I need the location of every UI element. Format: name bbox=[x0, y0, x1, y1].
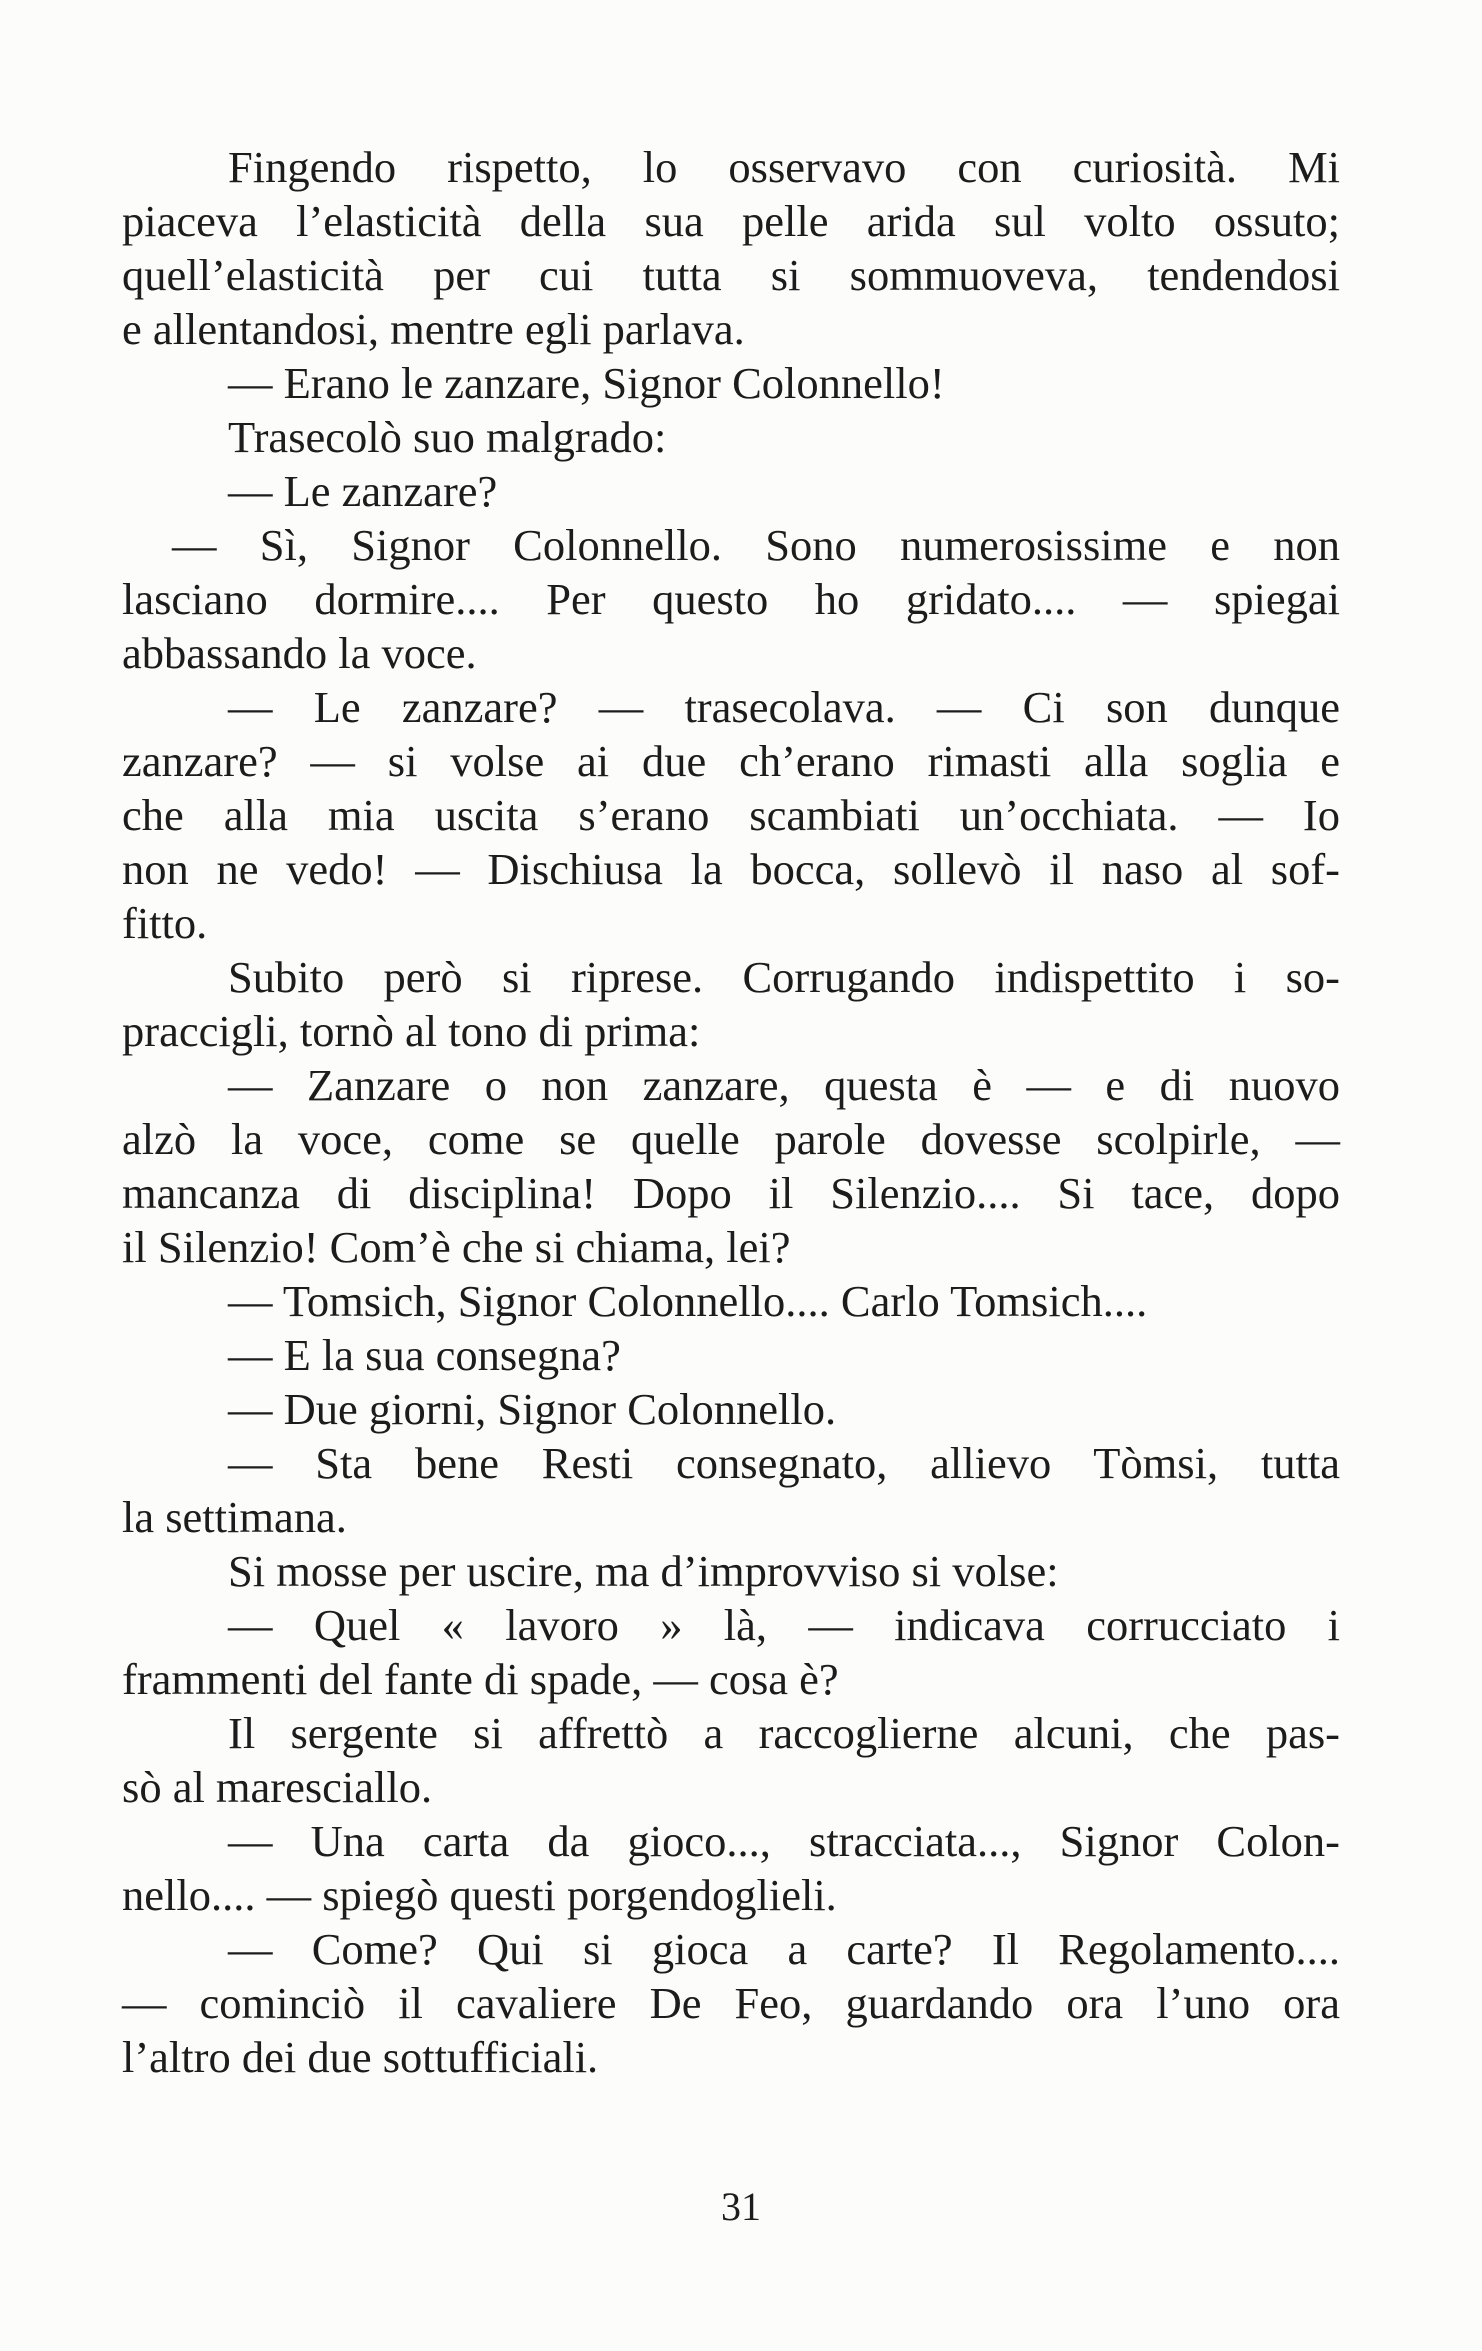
text-line: — Come? Qui si gioca a carte? Il Regolamento.... bbox=[228, 1924, 1340, 1974]
text-line: alzò la voce, come se quelle parole dovesse scolpirle, — bbox=[122, 1114, 1340, 1164]
text-line: — Le zanzare? — trasecolava. — Ci son dunque bbox=[228, 682, 1340, 732]
text-line: — Due giorni, Signor Colonnello. bbox=[228, 1384, 837, 1434]
text-line: praccigli, tornò al tono di prima: bbox=[122, 1006, 701, 1056]
text-line: — Erano le zanzare, Signor Colonnello! bbox=[228, 358, 945, 408]
text-line: abbassando la voce. bbox=[122, 628, 477, 678]
text-line: — Zanzare o non zanzare, questa è — e di nuovo bbox=[228, 1060, 1340, 1110]
text-line: che alla mia uscita s’erano scambiati un’occhiata. — Io bbox=[122, 790, 1340, 840]
text-line: e allentandosi, mentre egli parlava. bbox=[122, 304, 745, 354]
text-line: nello.... — spiegò questi porgendoglieli. bbox=[122, 1870, 837, 1920]
text-line: Fingendo rispetto, lo osservavo con curiosità. Mi bbox=[228, 142, 1340, 192]
text-line: — Le zanzare? bbox=[228, 466, 498, 516]
text-line: — Sì, Signor Colonnello. Sono numerosissime e non bbox=[172, 520, 1340, 570]
page-number: 31 bbox=[721, 2184, 761, 2229]
text-line: — E la sua consegna? bbox=[228, 1330, 621, 1380]
text-line: sò al maresciallo. bbox=[122, 1762, 433, 1812]
text-line: — Quel « lavoro » là, — indicava corrucciato i bbox=[228, 1600, 1340, 1650]
text-line: frammenti del fante di spade, — cosa è? bbox=[122, 1654, 839, 1704]
text-line: Il sergente si affrettò a raccoglierne alcuni, che pas- bbox=[228, 1708, 1340, 1758]
text-line: — cominciò il cavaliere De Feo, guardando ora l’uno ora bbox=[122, 1978, 1340, 2028]
page-body-text bbox=[122, 140, 1340, 2084]
text-line: non ne vedo! — Dischiusa la bocca, sollevò il naso al sof- bbox=[122, 844, 1340, 894]
text-line: piaceva l’elasticità della sua pelle arida sul volto ossuto; bbox=[122, 196, 1340, 246]
text-line: — Tomsich, Signor Colonnello.... Carlo Tomsich.... bbox=[228, 1276, 1148, 1326]
text-line: la settimana. bbox=[122, 1492, 347, 1542]
text-line: Trasecolò suo malgrado: bbox=[228, 412, 667, 462]
text-line: mancanza di disciplina! Dopo il Silenzio.... Si tace, dopo bbox=[122, 1168, 1340, 1218]
text-line: Si mosse per uscire, ma d’improvviso si volse: bbox=[228, 1546, 1059, 1596]
text-line: quell’elasticità per cui tutta si sommuoveva, tendendosi bbox=[122, 250, 1340, 300]
text-line: zanzare? — si volse ai due ch’erano rimasti alla soglia e bbox=[122, 736, 1340, 786]
text-line: Subito però si riprese. Corrugando indispettito i so- bbox=[228, 952, 1340, 1002]
text-line: fitto. bbox=[122, 898, 208, 948]
text-line: — Una carta da gioco..., stracciata..., Signor Colon- bbox=[228, 1816, 1340, 1866]
text-line: l’altro dei due sottufficiali. bbox=[122, 2032, 599, 2082]
text-line: — Sta bene Resti consegnato, allievo Tòmsi, tutta bbox=[228, 1438, 1340, 1488]
text-line: lasciano dormire.... Per questo ho gridato.... — spiegai bbox=[122, 574, 1340, 624]
text-line: il Silenzio! Com’è che si chiama, lei? bbox=[122, 1222, 791, 1272]
